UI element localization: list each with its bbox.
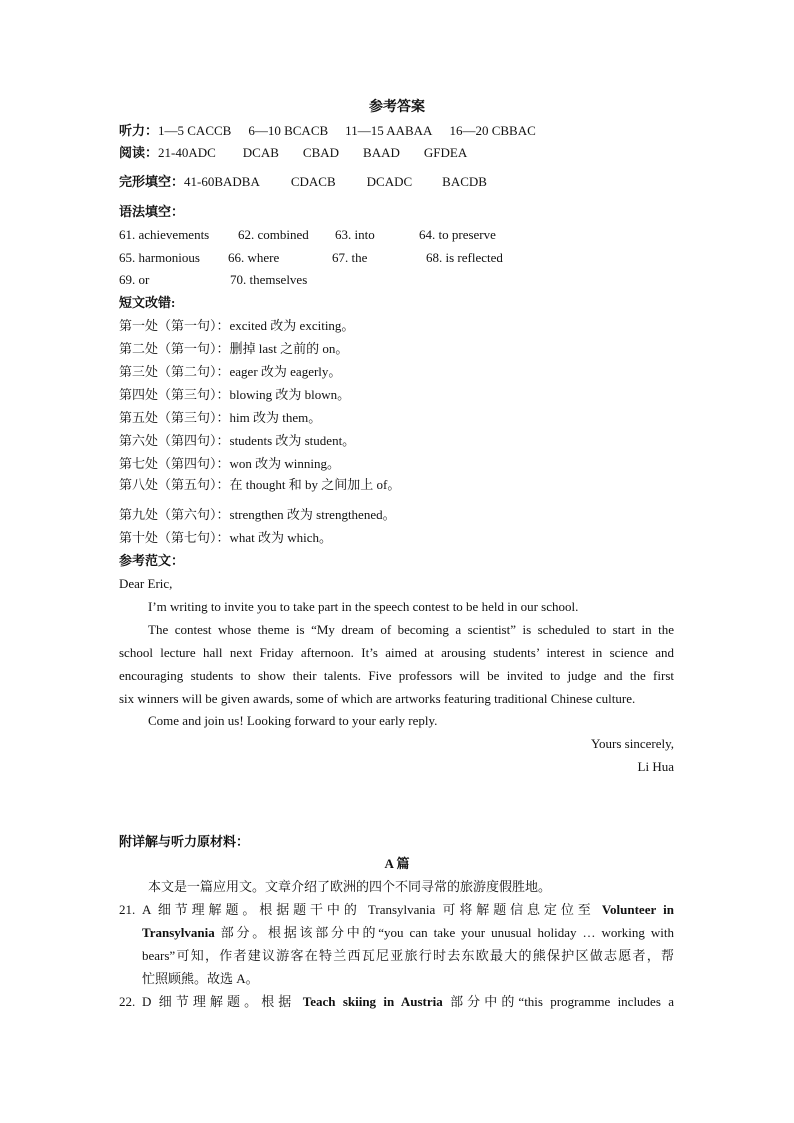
cloze-label: 完形填空：: [119, 174, 185, 189]
correction-item: 第二处（第一句）：删掉 last 之前的 on。: [119, 341, 349, 356]
question-explanation-line: Transylvania 部分。根据该部分中的“you can take your unusual holiday … working with: [142, 925, 674, 940]
cloze-group: DCADC: [366, 174, 413, 189]
listening-group: 16—20 CBBAC: [449, 123, 536, 138]
grammar-answer: 63. into: [335, 227, 375, 242]
cloze-group: BACDB: [442, 174, 487, 189]
reading-group: DCAB: [242, 145, 279, 160]
listening-group: 11—15 AABAA: [345, 123, 433, 138]
essay-line: encouraging students to show their talents. Five professors will be invited to judge and the first: [119, 668, 674, 683]
cloze-group: CDACB: [290, 174, 336, 189]
correction-item: 第七处（第四句）：won 改为 winning。: [119, 456, 341, 471]
correction-heading: 短文改错:: [119, 295, 176, 310]
grammar-answer: 64. to preserve: [419, 227, 496, 242]
reading-group: CBAD: [302, 145, 340, 160]
grammar-answer: 66. where: [228, 250, 280, 265]
grammar-answer: 68. is reflected: [426, 250, 503, 265]
grammar-answer: 69. or: [119, 272, 150, 287]
grammar-answer: 62. combined: [238, 227, 309, 242]
section-title: A 篇: [384, 856, 410, 871]
correction-item: 第五处（第三句）：him 改为 them。: [119, 410, 322, 425]
listening-answers: [119, 122, 536, 139]
essay-line: school lecture hall next Friday afternoon. It’s aimed at arousing students’ interest in science and: [119, 645, 674, 660]
essay-paragraph: Come and join us! Looking forward to your early reply.: [148, 713, 438, 728]
listening-group: 1—5 CACCB: [158, 123, 232, 138]
essay-line: six winners will be given awards, some of which are artworks featuring traditional Chinese culture.: [119, 691, 636, 706]
cloze-group: 41-60BADBA: [184, 174, 260, 189]
grammar-answer: 65. harmonious: [119, 250, 200, 265]
essay-heading: 参考范文：: [119, 553, 185, 568]
reading-group: 21-40ADC: [158, 145, 216, 160]
reading-answers: [119, 144, 467, 161]
question-explanation-line: A 细节理解题。根据题干中的 Transylvania 可将解题信息定位至 Volunteer in: [142, 902, 675, 917]
question-explanation-line: bears”可知，作者建议游客在特兰西瓦尼亚旅行时去东欧最大的熊保护区做志愿者，帮: [142, 948, 674, 963]
question-explanation-line: D 细节理解题。根据 Teach skiing in Austria 部分中的“this programme includes a: [142, 994, 674, 1009]
correction-item: 第六处（第四句）：students 改为 student。: [119, 433, 356, 448]
reading-group: GFDEA: [423, 145, 468, 160]
grammar-answer: 70. themselves: [230, 272, 308, 287]
correction-item: 第十处（第七句）：what 改为 which。: [119, 530, 333, 545]
correction-item: 第九处（第六句）：strengthen 改为 strengthened。: [119, 507, 396, 522]
reading-group: BAAD: [363, 145, 400, 160]
grammar-row: [119, 249, 719, 266]
grammar-answer: 67. the: [332, 250, 368, 265]
cloze-answers: [119, 173, 487, 190]
essay-line: The contest whose theme is “My dream of becoming a scientist” is scheduled to start in the: [148, 622, 674, 637]
grammar-answer: 61. achievements: [119, 227, 210, 242]
correction-item: 第三处（第二句）：eager 改为 eagerly。: [119, 364, 342, 379]
essay-closing: Yours sincerely,: [590, 736, 674, 751]
grammar-heading: 语法填空：: [119, 204, 185, 219]
correction-item: 第一处（第一句）：excited 改为 exciting。: [119, 318, 355, 333]
grammar-row: [119, 226, 719, 243]
section-intro: 本文是一篇应用文。文章介绍了欧洲的四个不同寻常的旅游度假胜地。: [148, 879, 552, 894]
correction-item: 第八处（第五句）：在 thought 和 by 之间加上 of。: [119, 477, 401, 492]
question-number: 22.: [119, 994, 136, 1009]
page-title: 参考答案: [369, 100, 425, 115]
reading-label: 阅读：: [119, 145, 159, 160]
question-number: 21.: [119, 902, 136, 917]
appendix-heading: 附详解与听力原材料：: [119, 834, 250, 849]
essay-greeting: Dear Eric,: [119, 576, 173, 591]
correction-item: 第四处（第三句）：blowing 改为 blown。: [119, 387, 351, 402]
question-explanation-line: 忙照顾熊。故选 A。: [142, 971, 259, 986]
grammar-row: [119, 271, 719, 288]
listening-group: 6—10 BCACB: [248, 123, 329, 138]
listening-label: 听力：: [119, 123, 159, 138]
essay-paragraph: I’m writing to invite you to take part in the speech contest to be held in our school.: [148, 599, 579, 614]
essay-signature: Li Hua: [637, 759, 674, 774]
